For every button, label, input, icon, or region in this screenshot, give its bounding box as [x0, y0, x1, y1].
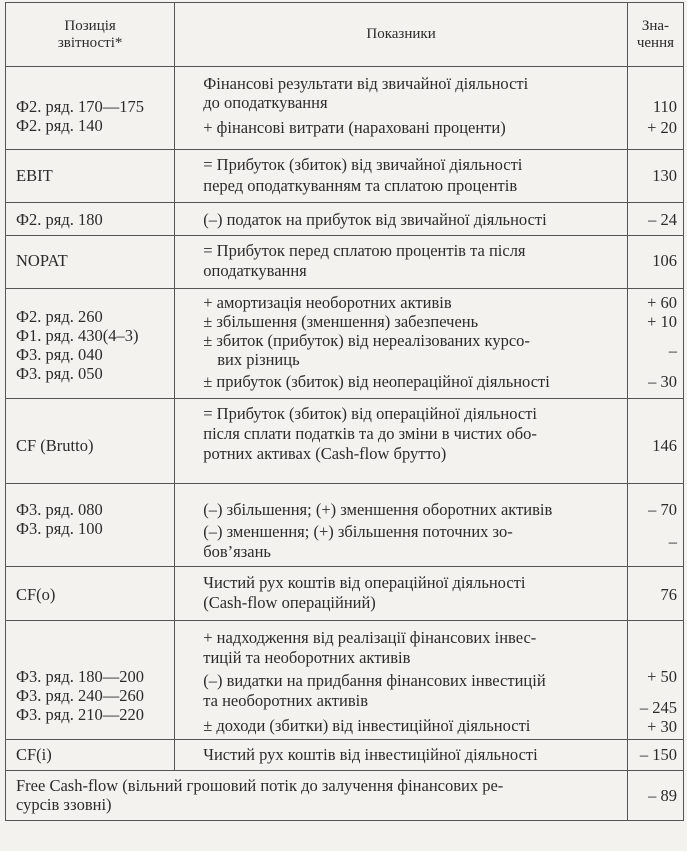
value-line: + 30 — [647, 717, 677, 736]
indicator-line: бов’язань — [203, 542, 271, 561]
position-cell — [6, 567, 175, 621]
footer-text-cell — [6, 771, 628, 821]
value-cell — [627, 236, 683, 289]
value-line: 110 — [652, 97, 677, 116]
position-cell — [6, 289, 175, 399]
value-cell — [627, 484, 683, 567]
indicator-line: ротних активах (Cash-flow брутто) — [203, 444, 447, 463]
footer-value: – 89 — [648, 786, 677, 805]
value-cell — [627, 203, 683, 236]
position-line: CF (Brutto) — [16, 436, 94, 455]
header-value-line: Зна- — [641, 17, 670, 34]
indicator-line: (–) зменшення; (+) збільшення поточних зо- — [203, 522, 513, 541]
value-line: 76 — [660, 585, 677, 604]
position-line: NOPAT — [16, 251, 68, 270]
position-line: Ф2. ряд. 180 — [16, 210, 103, 229]
indicator-line: (–) видатки на придбання фінансових інвестицій — [203, 671, 546, 690]
indicator-line: вих різниць — [217, 350, 300, 369]
table-row — [6, 740, 684, 771]
value-line: – — [668, 341, 677, 360]
header-position — [6, 3, 175, 67]
value-line: + 60 — [647, 293, 677, 312]
value-cell — [627, 150, 683, 203]
table-row — [6, 289, 684, 399]
header-value — [627, 3, 683, 67]
position-line: Ф3. ряд. 080 — [16, 500, 103, 519]
position-line: Ф2. ряд. 140 — [16, 116, 103, 135]
indicator-cell — [175, 740, 628, 771]
value-line: + 20 — [647, 118, 677, 137]
indicator-line: + фінансові витрати (нараховані проценти) — [203, 118, 506, 137]
position-line: Ф2. ряд. 260 — [16, 307, 103, 326]
indicator-line: Чистий рух коштів від операційної діяльності — [203, 573, 526, 592]
indicator-line: до оподаткування — [203, 93, 328, 112]
position-line: Ф3. ряд. 180—200 — [16, 667, 145, 686]
indicator-line: (Cash-flow операційний) — [203, 593, 376, 612]
position-line: Ф2. ряд. 170—175 — [16, 97, 145, 116]
table-row — [6, 399, 684, 484]
value-line: 146 — [652, 436, 677, 455]
position-line: CF(o) — [16, 585, 56, 604]
indicator-line: + надходження від реалізації фінансових інвес- — [203, 628, 537, 647]
indicator-line: Чистий рух коштів від інвестиційної діяльності — [203, 745, 538, 764]
cash-flow-table — [5, 2, 684, 821]
footer-text-line: сурсів ззовні) — [16, 795, 112, 814]
position-line: Ф3. ряд. 040 — [16, 345, 103, 364]
value-cell — [627, 740, 683, 771]
position-cell — [6, 740, 175, 771]
value-line: – 30 — [648, 372, 677, 391]
value-cell — [627, 399, 683, 484]
position-line: Ф3. ряд. 240—260 — [16, 686, 145, 705]
position-cell — [6, 203, 175, 236]
table-footer-row — [6, 771, 684, 821]
indicator-cell — [175, 67, 628, 150]
value-cell — [627, 567, 683, 621]
indicator-line: ± доходи (збитки) від інвестиційної діяльності — [203, 716, 531, 735]
indicator-line: ± збільшення (зменшення) забезпечень — [203, 312, 479, 331]
indicator-line: після сплати податків та до зміни в чистих обо- — [203, 424, 537, 443]
value-line: 130 — [652, 166, 677, 185]
indicator-cell — [175, 567, 628, 621]
header-row — [6, 3, 684, 67]
indicator-cell — [175, 236, 628, 289]
value-line: – 24 — [648, 210, 677, 229]
position-cell — [6, 621, 175, 740]
indicator-line: тицій та необоротних активів — [203, 648, 411, 667]
header-position-line: звітності* — [57, 34, 123, 51]
table-row — [6, 203, 684, 236]
indicator-line: оподаткування — [203, 261, 307, 280]
position-cell — [6, 399, 175, 484]
value-line: – 70 — [648, 500, 677, 519]
indicator-cell — [175, 150, 628, 203]
header-indicators-label: Показники — [366, 26, 436, 42]
indicator-line: ± прибуток (збиток) від неопераційної діяльності — [203, 372, 550, 391]
indicator-line: = Прибуток (збиток) від операційної діяльності — [203, 404, 538, 423]
indicator-cell — [175, 399, 628, 484]
value-line: + 10 — [647, 312, 677, 331]
value-line: – 245 — [639, 698, 677, 717]
position-line: EBIT — [16, 166, 53, 185]
indicator-line: ± збиток (прибуток) від нереалізованих курсо- — [203, 331, 530, 350]
table-row — [6, 236, 684, 289]
table-row — [6, 67, 684, 150]
table-row — [6, 484, 684, 567]
position-cell — [6, 236, 175, 289]
indicator-cell — [175, 289, 628, 399]
value-line: 106 — [652, 251, 677, 270]
indicator-line: (–) збільшення; (+) зменшення оборотних активів — [203, 500, 553, 519]
indicator-line: Фінансові результати від звичайної діяльності — [203, 74, 529, 93]
indicator-line: перед оподаткуванням та сплатою процентів — [203, 176, 518, 195]
header-value-line: чення — [636, 34, 675, 51]
position-line: Ф1. ряд. 430(4–3) — [16, 326, 139, 345]
value-cell — [627, 621, 683, 740]
position-cell — [6, 150, 175, 203]
position-cell — [6, 484, 175, 567]
header-indicators — [175, 3, 628, 67]
value-cell — [627, 289, 683, 399]
footer-text-line: Free Cash-flow (вільний грошовий потік до залучення фінансових ре- — [16, 776, 504, 795]
position-cell — [6, 67, 175, 150]
indicator-line: = Прибуток перед сплатою процентів та після — [203, 241, 526, 260]
indicator-cell — [175, 484, 628, 567]
table-row — [6, 567, 684, 621]
indicator-line: + амортизація необоротних активів — [203, 293, 452, 312]
indicator-line: (–) податок на прибуток від звичайної діяльності — [203, 210, 547, 229]
table-row — [6, 621, 684, 740]
position-line: CF(i) — [16, 745, 52, 764]
value-line: + 50 — [647, 667, 677, 686]
position-line: Ф3. ряд. 050 — [16, 364, 103, 383]
value-line: – 150 — [639, 745, 677, 764]
position-line: Ф3. ряд. 210—220 — [16, 705, 145, 724]
position-line: Ф3. ряд. 100 — [16, 519, 103, 538]
indicator-cell — [175, 621, 628, 740]
value-line: – — [668, 532, 677, 551]
value-cell — [627, 67, 683, 150]
indicator-line: та необоротних активів — [203, 691, 369, 710]
table-row — [6, 150, 684, 203]
footer-value-cell — [627, 771, 683, 821]
header-position-line: Позиція — [64, 17, 116, 34]
indicator-line: = Прибуток (збиток) від звичайної діяльності — [203, 155, 523, 174]
indicator-cell — [175, 203, 628, 236]
